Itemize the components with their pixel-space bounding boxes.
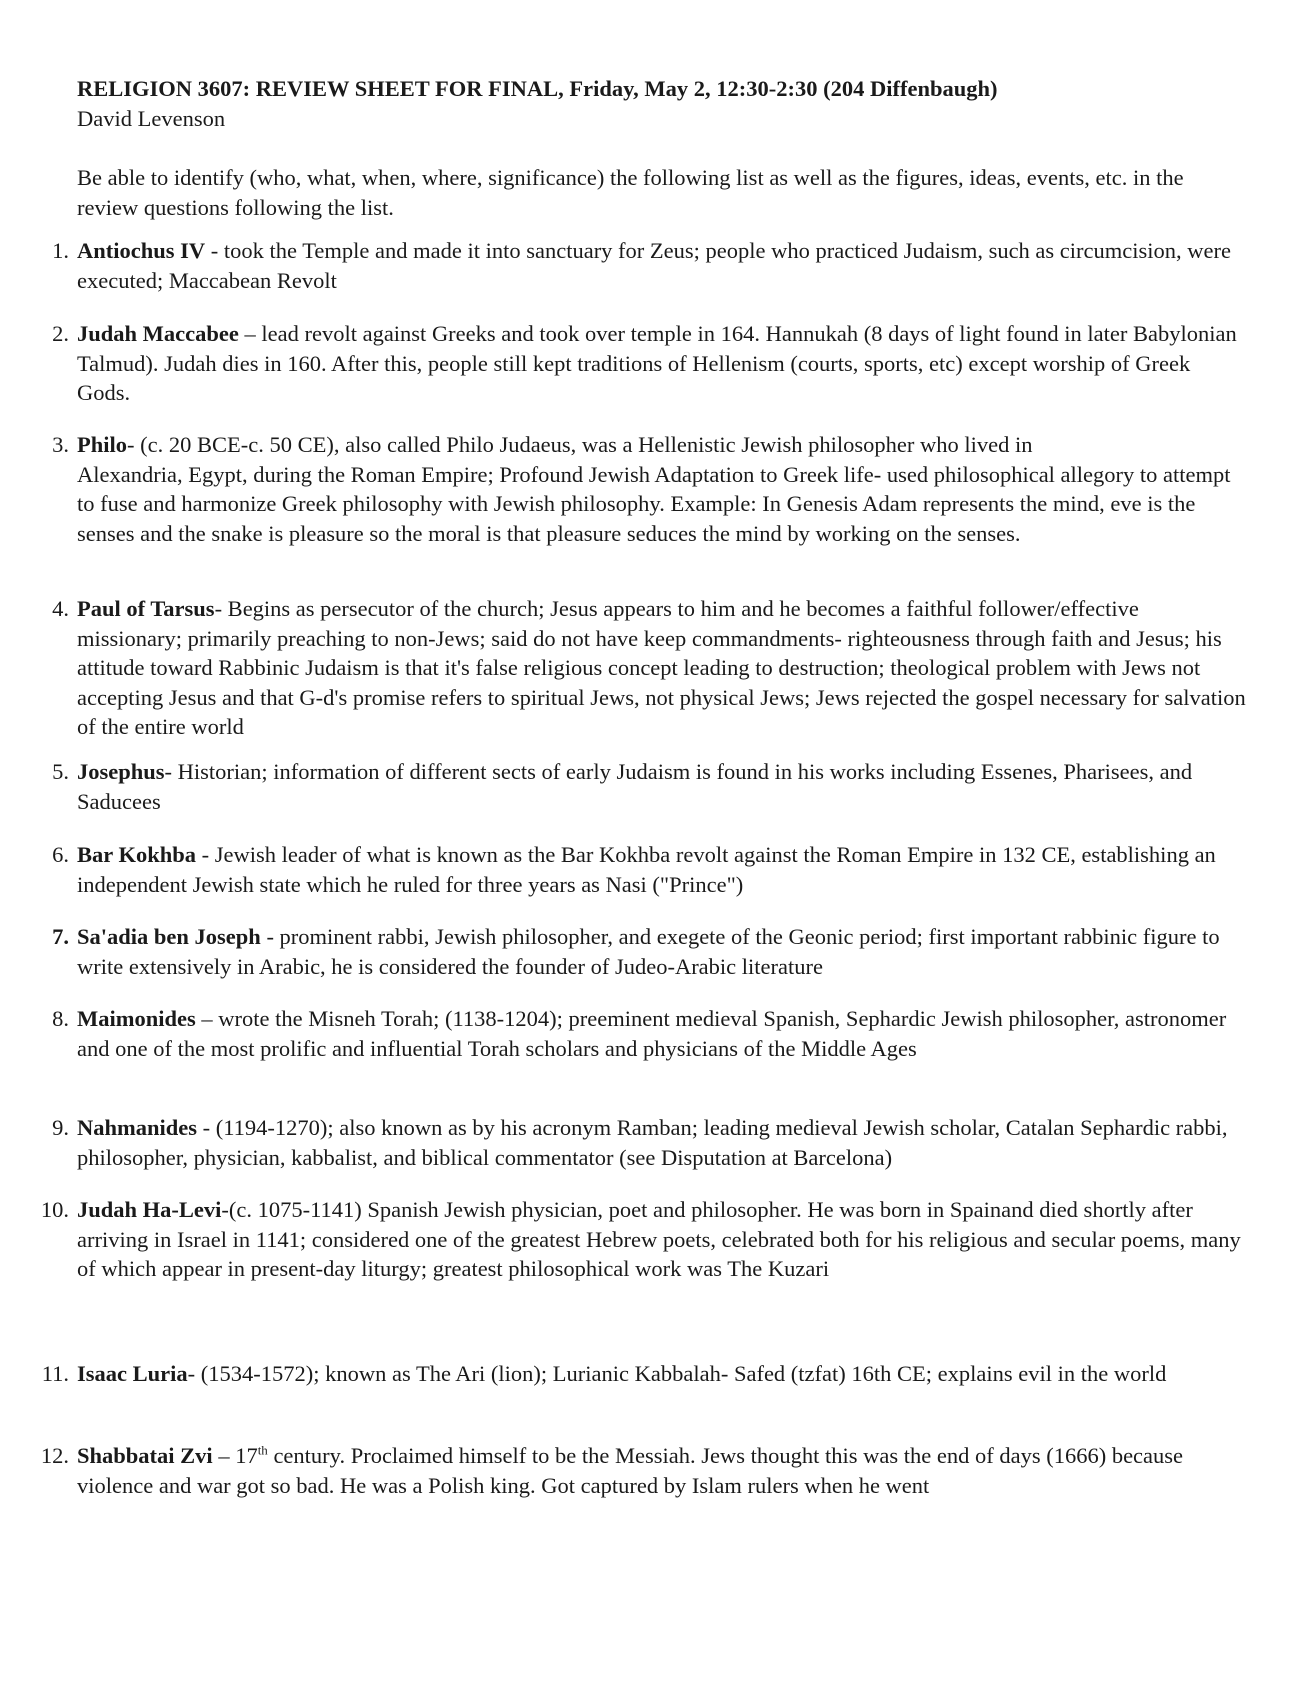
item-term: Sa'adia ben Joseph (77, 924, 261, 949)
document-header (77, 74, 1247, 222)
item-number: 11. (41, 1361, 69, 1386)
item-term: Nahmanides (77, 1115, 198, 1140)
item-text: -(c. 1075-1141) Spanish Jewish physician, poet and philosopher. He was born in Spainand died shortly after arriving in Israel in 1141; considered one of the greatest Hebrew poets, celebrated both for his religious and secular poems, many of which appear in present-day liturgy; greatest philosophical work was The Kuzari (77, 1197, 1241, 1281)
item-number: 8. (52, 1006, 69, 1031)
item-term: Antiochus IV (77, 238, 206, 263)
page-title: RELIGION 3607: REVIEW SHEET FOR FINAL, Friday, May 2, 12:30-2:30 (204 Diffenbaugh) (77, 76, 998, 101)
item-text: - (1194-1270); also known as by his acronym Ramban; leading medieval Jewish scholar, Catalan Sephardic rabbi, philosopher, physician, kabbalist, and biblical commentator (see Disputation at Barcelona) (77, 1115, 1228, 1170)
item-text-continued: Alexandria, Egypt, during the Roman Empire; Profound Jewish Adaptation to Greek life- used philosophical allegory to attempt to fuse and harmonize Greek philosophy with Jewish philosophy. Example: In Genesis Adam represents the mind, eve is the senses and the snake is pleasure so the moral is that pleasure seduces the mind by working on the senses. (77, 461, 1231, 546)
item-number: 4. (52, 596, 69, 621)
item-term: Judah Maccabee (77, 321, 239, 346)
item-term: Maimonides (77, 1006, 196, 1031)
item-number: 7. (52, 924, 69, 949)
item-text: - Jewish leader of what is known as the Bar Kokhba revolt against the Roman Empire in 132 CE, establishing an independent Jewish state which he ruled for three years as Nasi ("Prince") (77, 842, 1216, 897)
item-number: 10. (40, 1197, 69, 1222)
item-text: - prominent rabbi, Jewish philosopher, and exegete of the Geonic period; first important rabbinic figure to write extensively in Arabic, he is considered the founder of Judeo-Arabic literature (77, 924, 1220, 979)
item-number: 3. (52, 432, 69, 457)
author-name: David Levenson (77, 105, 226, 131)
item-text: - took the Temple and made it into sanctuary for Zeus; people who practiced Judaism, such as circumcision, were executed; Maccabean Revolt (77, 238, 1231, 293)
item-text-continued: century. Proclaimed himself to be the Messiah. Jews thought this was the end of days (1666) because violence and war got so bad. He was a Polish king. Got captured by Islam rulers when he went (77, 1443, 1184, 1498)
item-text: – lead revolt against Greeks and took over temple in 164. Hannukah (8 days of light found in later Babylonian Talmud). Judah dies in 160. After this, people still kept traditions of Hellenism (courts, sports, etc) except worship of Greek Gods. (77, 321, 1237, 405)
intro-paragraph: Be able to identify (who, what, when, where, significance) the following list as well as the figures, ideas, events, etc. in the review questions following the list. (77, 165, 1184, 220)
item-number: 9. (52, 1115, 69, 1140)
item-term: Paul of Tarsus (77, 596, 215, 621)
item-number: 1. (52, 238, 69, 263)
item-number: 6. (52, 842, 69, 867)
item-text: - Historian; information of different sects of early Judaism is found in his works including Essenes, Pharisees, and Saducees (77, 759, 1193, 814)
item-text: – 17 (212, 1443, 258, 1468)
item-text: - (c. 20 BCE-c. 50 CE), also called Philo Judaeus, was a Hellenistic Jewish philosopher who lived in (127, 432, 1033, 457)
superscript-th: th (257, 1442, 268, 1458)
item-term: Judah Ha-Levi (77, 1197, 222, 1222)
item-text: – wrote the Misneh Torah; (1138-1204); preeminent medieval Spanish, Sephardic Jewish philosopher, astronomer and one of the most prolific and influential Torah scholars and physicians of the Middle Ages (77, 1006, 1227, 1061)
item-text: - Begins as persecutor of the church; Jesus appears to him and he becomes a faithful follower/effective missionary; primarily preaching to non-Jews; said do not have keep commandments- righteousness through faith and Jesus; his attitude toward Rabbinic Judaism is that it's false religious concept leading to destruction; theological problem with Jews not accepting Jesus and that G-d's promise refers to spiritual Jews, not physical Jews; Jews rejected the gospel necessary for salvation of the entire world (77, 596, 1246, 739)
item-term: Isaac Luria (77, 1361, 188, 1386)
item-term: Bar Kokhba (77, 842, 197, 867)
item-text: - (1534-1572); known as The Ari (lion); Lurianic Kabbalah- Safed (tzfat) 16th CE; explains evil in the world (187, 1361, 1167, 1386)
item-number: 5. (52, 759, 69, 784)
item-term: Josephus (77, 759, 165, 784)
item-term: Philo (77, 432, 128, 457)
item-term: Shabbatai Zvi (77, 1443, 213, 1468)
item-number: 12. (40, 1443, 69, 1468)
item-number: 2. (52, 321, 69, 346)
